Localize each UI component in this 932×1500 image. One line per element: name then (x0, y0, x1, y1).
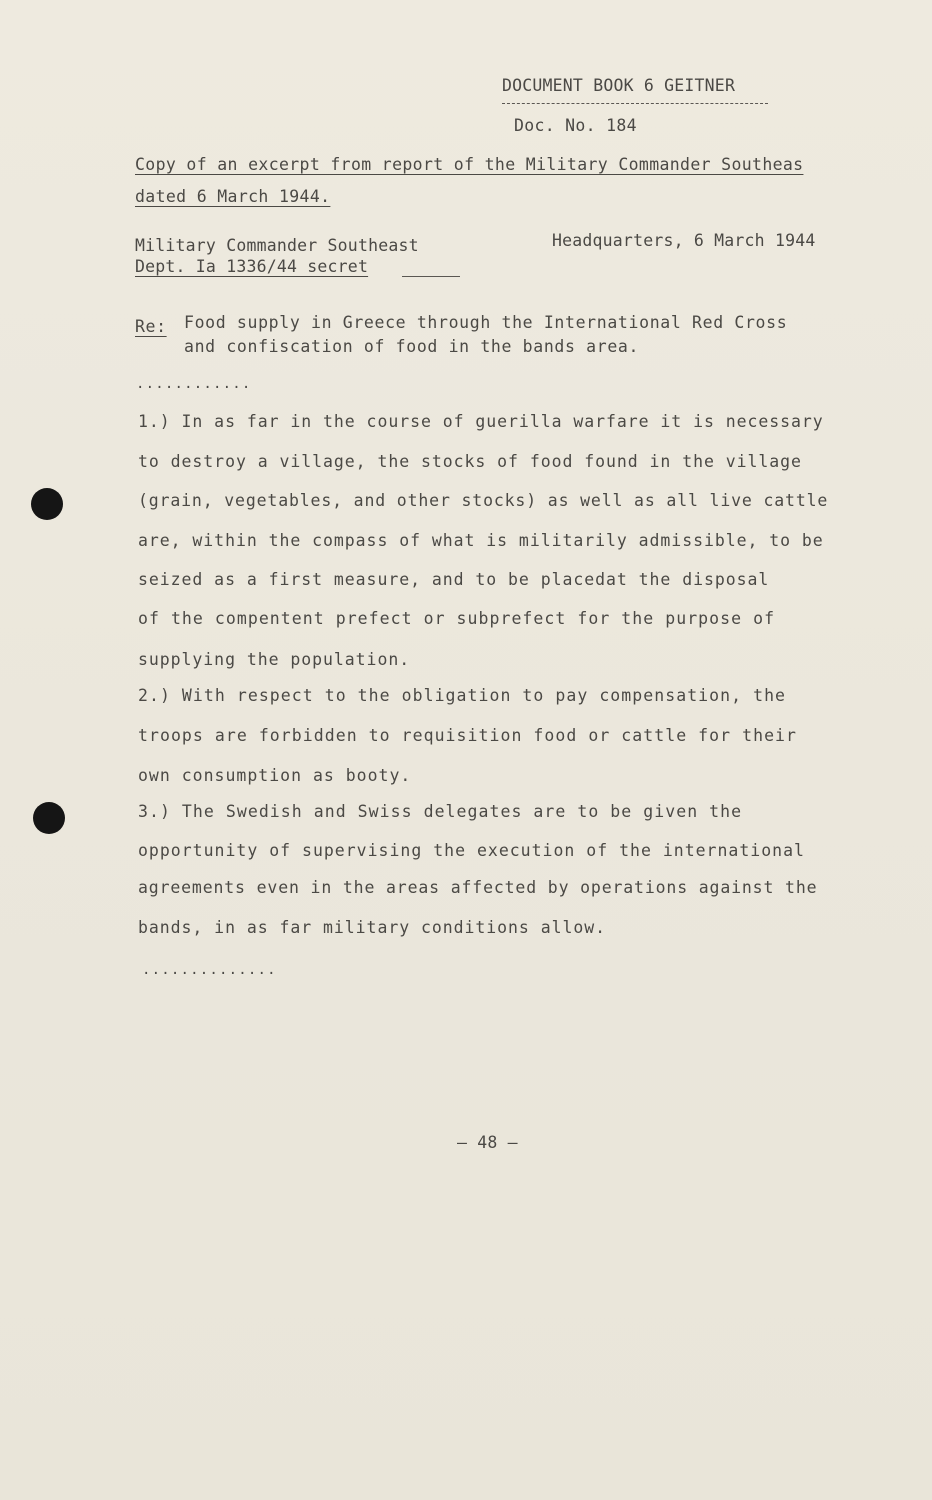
ellipsis-top: ............ (136, 376, 252, 392)
document-title-line-1: Copy of an excerpt from report of the Military Commander Southeas (135, 155, 804, 174)
sender-department: Dept. Ia 1336/44 secret (135, 257, 369, 276)
header-dashed-rule (502, 103, 768, 104)
body-line-9: troops are forbidden to requisition food or cattle for their (138, 726, 798, 745)
subject-line-1: Food supply in Greece through the International Red Cross (184, 313, 788, 332)
body-line-10: own consumption as booty. (138, 766, 412, 785)
doc-number: Doc. No. 184 (514, 116, 637, 135)
body-line-3: (grain, vegetables, and other stocks) as well as all live cattle (138, 491, 829, 510)
punch-hole-bottom (33, 802, 65, 834)
body-line-7: supplying the population. (138, 650, 411, 669)
document-title-line-2: dated 6 March 1944. (135, 187, 331, 206)
body-line-13: agreements even in the areas affected by operations against the (138, 878, 818, 897)
punch-hole-top (31, 488, 63, 520)
body-line-12: opportunity of supervising the execution of the international (138, 841, 805, 860)
department-trailing-rule (402, 276, 460, 277)
body-line-1: 1.) In as far in the course of guerilla warfare it is necessary (138, 412, 824, 431)
body-line-6: of the compentent prefect or subprefect for the purpose of (138, 609, 776, 628)
body-line-5: seized as a first measure, and to be placedat the disposal (138, 570, 770, 589)
body-line-14: bands, in as far military conditions allow. (138, 918, 607, 937)
ellipsis-bottom: .............. (142, 962, 277, 978)
sender-name: Military Commander Southeast (135, 236, 419, 255)
subject-line-2: and confiscation of food in the bands area. (184, 337, 640, 356)
body-line-4: are, within the compass of what is militarily admissible, to be (138, 531, 824, 550)
document-book-label: DOCUMENT BOOK 6 GEITNER (502, 76, 736, 95)
body-line-2: to destroy a village, the stocks of food found in the village (138, 452, 802, 471)
page-number: – 48 – (457, 1133, 518, 1152)
headquarters-date: Headquarters, 6 March 1944 (552, 231, 816, 250)
body-line-11: 3.) The Swedish and Swiss delegates are to be given the (138, 802, 743, 821)
subject-label: Re: (135, 317, 167, 336)
body-line-8: 2.) With respect to the obligation to pay compensation, the (138, 686, 787, 705)
